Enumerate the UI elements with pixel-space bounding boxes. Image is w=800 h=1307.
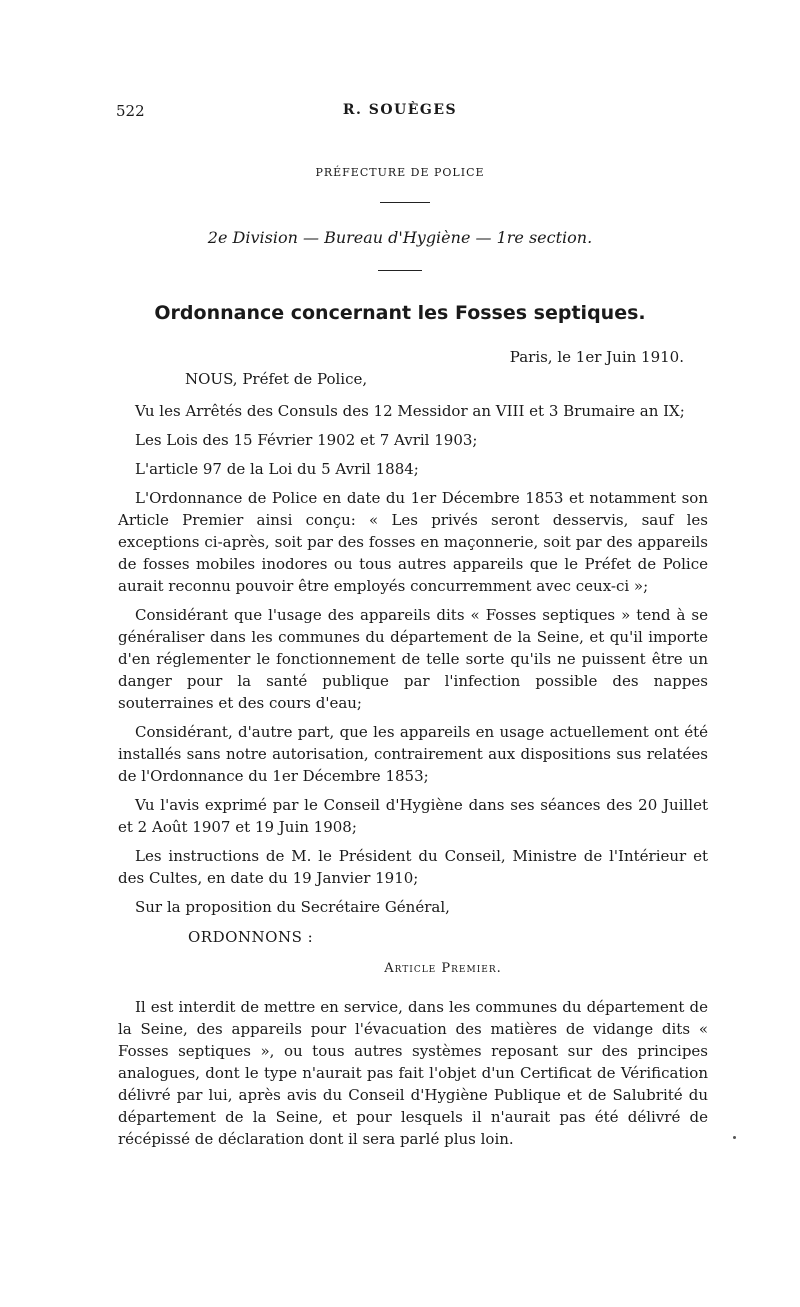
page-number: 522	[116, 102, 145, 120]
divider-rule	[378, 270, 422, 271]
nous-prefet: NOUS, Préfet de Police,	[185, 370, 368, 388]
document-title: Ordonnance concernant les Fosses septiques.	[154, 302, 646, 324]
body-text	[118, 400, 708, 1157]
paragraph: Les instructions de M. le Président du Conseil, Ministre de l'Intérieur et des Cultes, en date du 19 Janvier 1910;	[118, 847, 708, 887]
division-line: 2e Division — Bureau d'Hygiène — 1re section.	[207, 228, 593, 247]
paragraph: Vu les Arrêtés des Consuls des 12 Messidor an VIII et 3 Brumaire an IX;	[135, 402, 685, 420]
paragraph: Considérant, d'autre part, que les appareils en usage actuellement ont été installés sans notre autorisation, contrairement aux dispositions sus relatées de l'Ordonnance du 1er Décembre 1853;	[118, 723, 708, 785]
paragraph: Les Lois des 15 Février 1902 et 7 Avril 1903;	[135, 431, 478, 449]
divider-rule	[380, 202, 430, 203]
speck-mark	[733, 1136, 736, 1139]
ordonnons-heading: ORDONNONS :	[188, 928, 314, 946]
paragraph: L'Ordonnance de Police en date du 1er Décembre 1853 et notamment son Article Premier ainsi conçu: « Les privés seront desservis, sauf les exceptions ci-après, soit par des fosses en maçonnerie, soit par des appareils de fosses mobiles inodores ou tous autres appareils que le Préfet de Police aurait reconnu pouvoir être employés concurremment avec ceux-ci »;	[118, 489, 708, 595]
prefecture-heading: PRÉFECTURE DE POLICE	[315, 166, 485, 179]
paragraph: Sur la proposition du Secrétaire Général,	[135, 898, 450, 916]
paragraph: Vu l'avis exprimé par le Conseil d'Hygiène dans ses séances des 20 Juillet et 2 Août 1907 et 19 Juin 1908;	[118, 796, 708, 836]
paragraph: L'article 97 de la Loi du 5 Avril 1884;	[135, 460, 419, 478]
article-heading: Article Premier.	[384, 961, 502, 976]
place-date: Paris, le 1er Juin 1910.	[509, 348, 684, 366]
paragraph: Considérant que l'usage des appareils dits « Fosses septiques » tend à se généraliser dans les communes du département de la Seine, et qu'il importe d'en réglementer le fonctionnement de telle sorte qu'ils ne puissent être un danger pour la santé publique par l'infection possible des nappes souterraines et des cours d'eau;	[118, 606, 708, 712]
article-text: Il est interdit de mettre en service, dans les communes du département de la Seine, des appareils pour l'évacuation des matières de vidange dits « Fosses septiques », ou tous autres systèmes reposant sur des principes analogues, dont le type n'aurait pas fait l'objet d'un Certificat de Vérification délivré par lui, après avis du Conseil d'Hygiène Publique et de Salubrité du département de la Seine, et pour lesquels il n'aurait pas été délivré de récépissé de déclaration dont il sera parlé plus loin.	[118, 998, 708, 1148]
running-title: R. SOUÈGES	[342, 102, 458, 118]
